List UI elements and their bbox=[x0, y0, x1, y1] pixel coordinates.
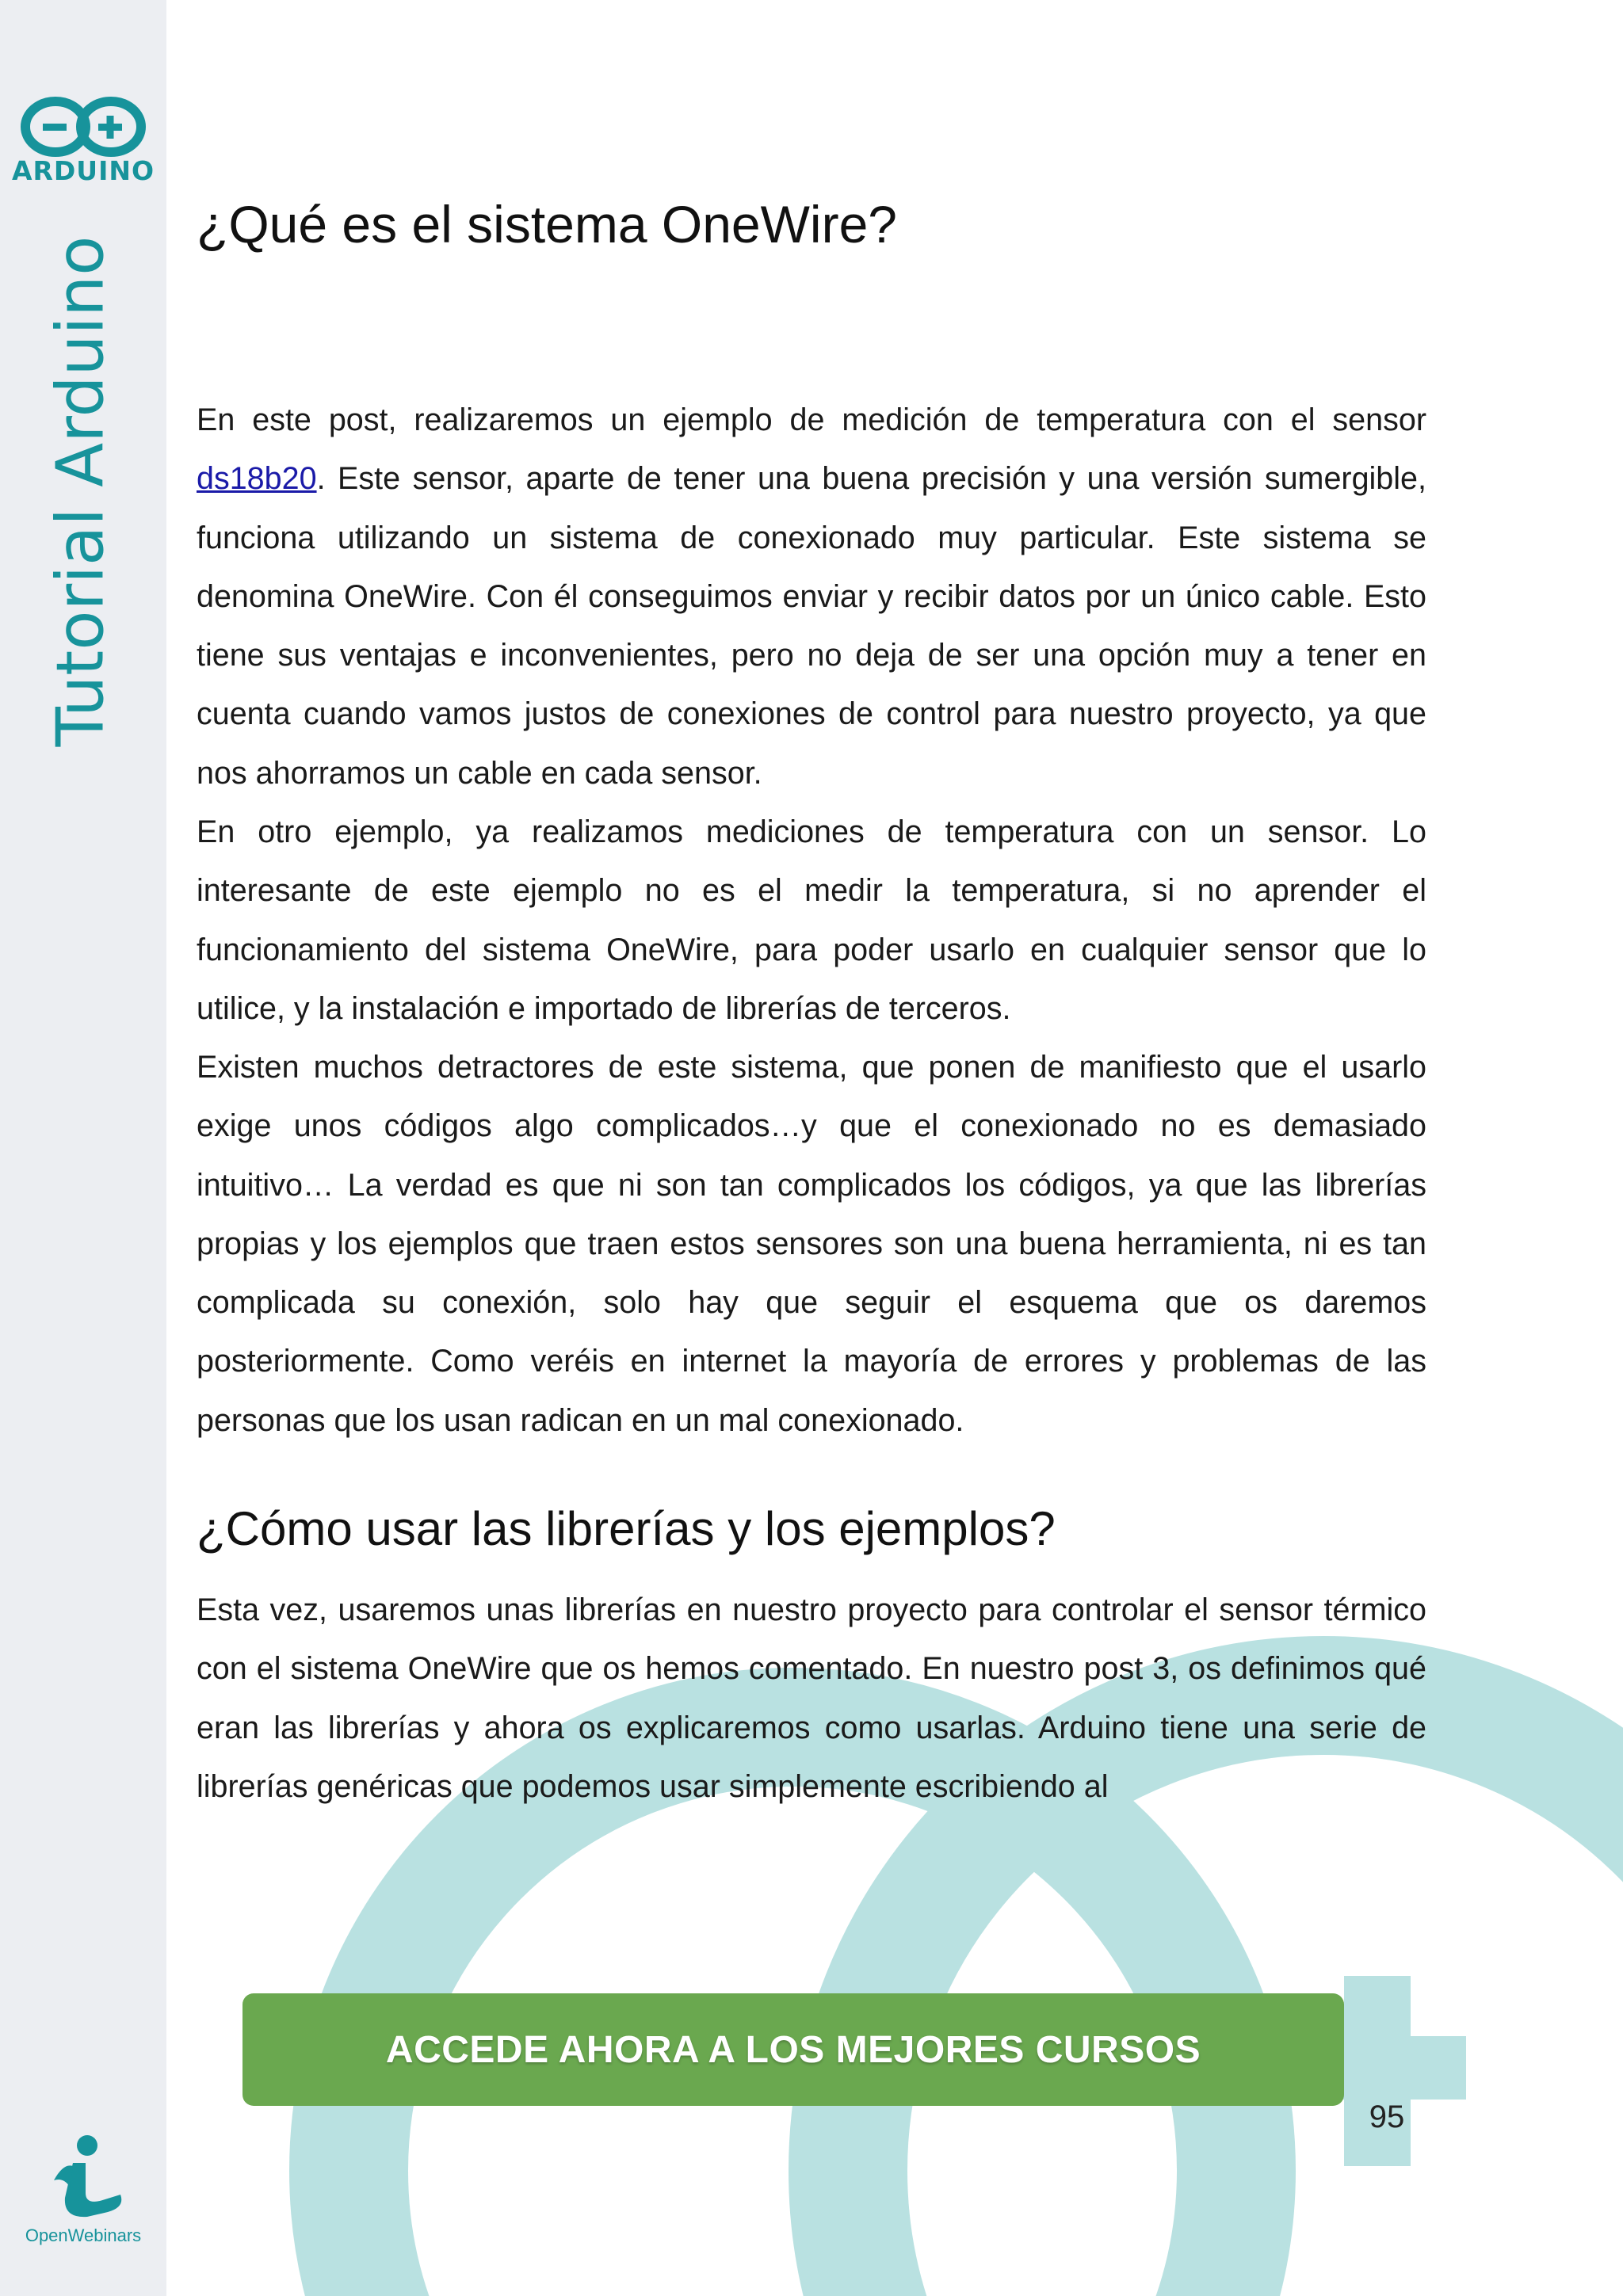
arduino-logo-icon bbox=[17, 95, 149, 158]
paragraph-intro-pre: En este post, realizaremos un ejemplo de medición de temperatura con el sensor bbox=[197, 402, 1426, 437]
ds18b20-link[interactable]: ds18b20 bbox=[197, 461, 317, 497]
cta-courses-button[interactable]: ACCEDE AHORA A LOS MEJORES CURSOS bbox=[242, 1993, 1344, 2106]
paragraph-third: Existen muchos detractores de este sistema, que ponen de manifiesto que el usarlo exige unos códigos algo complicados…y que el conexionado no es demasiado intuitivo… La verdad es que ni son tan complicados los códigos, ya que las librerías propias y los ejemplos que traen estos sensores son una buena herramienta, ni es tan complicada su conexión, solo hay que seguir el esquema que os daremos posteriormente. Como veréis en internet la mayoría de errores y problemas de las personas que los usan radican en un mal conexionado. bbox=[197, 1050, 1426, 1438]
arduino-logo-text: ARDUINO bbox=[11, 155, 155, 186]
paragraph-intro-post: . Este sensor, aparte de tener una buena precisión y una versión sumergible, funciona utilizando un sistema de conexionado muy particular. Este sistema se denomina OneWire. Con él conseguimos enviar y recibir datos por un único cable. Esto tiene sus ventajas e inconvenientes, pero no deja de ser una opción muy a tener en cuenta cuando vamos justos de conexiones de control para nuestro proyecto, ya que nos ahorramos un cable en cada sensor. bbox=[197, 461, 1426, 791]
openwebinars-logo bbox=[16, 2131, 151, 2246]
sidebar bbox=[0, 0, 166, 2296]
page-title: ¿Qué es el sistema OneWire? bbox=[197, 195, 897, 254]
openwebinars-text: OpenWebinars bbox=[25, 2225, 142, 2245]
openwebinars-icon bbox=[32, 2131, 135, 2218]
paragraph-fourth: Esta vez, usaremos unas librerías en nuestro proyecto para controlar el sensor térmico con el sistema OneWire que os hemos comentado. En nuestro post 3, os definimos qué eran las librerías y ahora os explicaremos como usarlas. Arduino tiene una serie de librerías genéricas que podemos usar simplemente escribiendo al bbox=[197, 1592, 1426, 1804]
page-number: 95 bbox=[1369, 2100, 1405, 2134]
section-subtitle: ¿Cómo usar las librerías y los ejemplos? bbox=[197, 1502, 1056, 1555]
paragraph-second: En otro ejemplo, ya realizamos mediciones de temperatura con un sensor. Lo interesante de este ejemplo no es el medir la temperatura, si no aprender el funcionamiento del sistema OneWire, para poder usarlo en cualquier sensor que lo utilice, y la instalación e importado de librerías de terceros. bbox=[197, 814, 1426, 1026]
vertical-tutorial-title: Tutorial Arduino bbox=[43, 235, 119, 747]
paragraph-intro bbox=[197, 391, 1426, 803]
